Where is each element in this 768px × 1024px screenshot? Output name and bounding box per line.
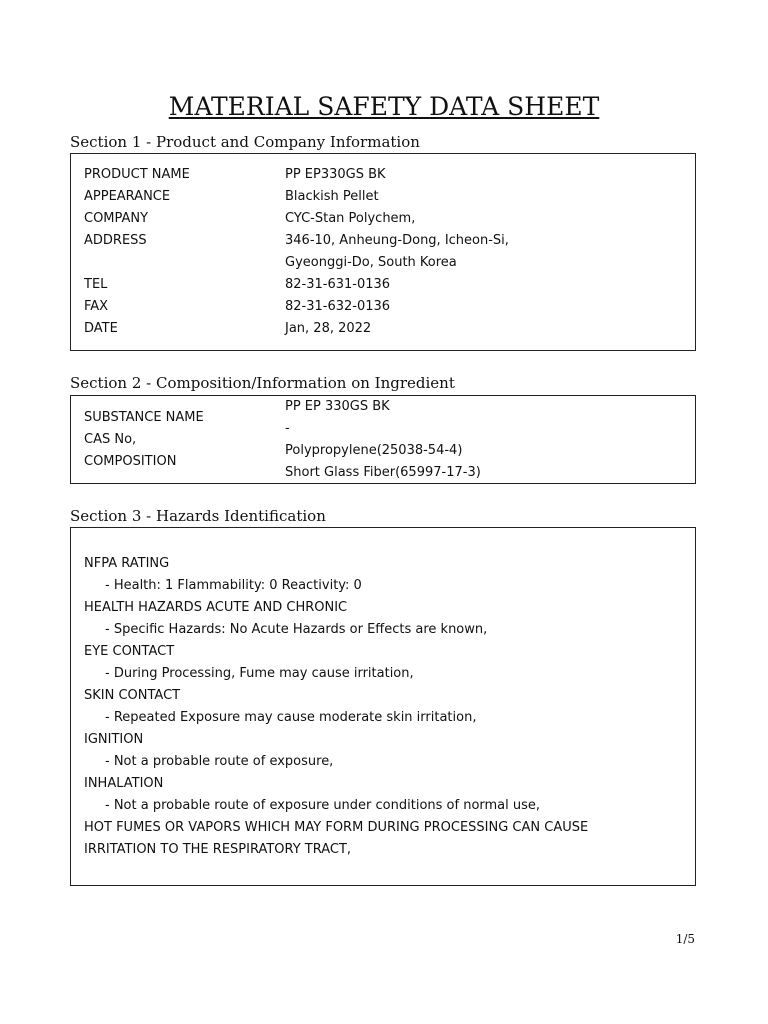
value-cas-no: - (285, 421, 290, 436)
value-address-line-1: 346-10, Anheung-Dong, Icheon-Si, (285, 233, 509, 248)
value-composition-2: Short Glass Fiber(65997-17-3) (285, 465, 481, 480)
label-substance-name: SUBSTANCE NAME (84, 410, 204, 425)
hazard-inhalation-heading: INHALATION (84, 776, 164, 791)
value-address-line-2: Gyeonggi-Do, South Korea (285, 255, 457, 270)
label-composition: COMPOSITION (84, 454, 177, 469)
hazard-health-detail: - Specific Hazards: No Acute Hazards or Effects are known, (105, 622, 488, 637)
section-2-heading: Section 2 - Composition/Information on Ingredient (70, 374, 455, 392)
value-fax: 82-31-632-0136 (285, 299, 391, 314)
label-address: ADDRESS (84, 233, 147, 248)
hazard-fumes-line-2: IRRITATION TO THE RESPIRATORY TRACT, (84, 842, 352, 857)
section-1-box (70, 153, 696, 351)
label-date: DATE (84, 321, 118, 336)
value-company: CYC-Stan Polychem, (285, 211, 416, 226)
label-fax: FAX (84, 299, 109, 314)
hazard-nfpa-detail: - Health: 1 Flammability: 0 Reactivity: 0 (105, 578, 362, 593)
page-number: 1/5 (675, 932, 695, 946)
hazard-health-heading: HEALTH HAZARDS ACUTE AND CHRONIC (84, 600, 348, 615)
value-tel: 82-31-631-0136 (285, 277, 391, 292)
hazard-skin-heading: SKIN CONTACT (84, 688, 181, 703)
section-2-box (70, 395, 696, 484)
section-3-heading: Section 3 - Hazards Identification (70, 507, 326, 525)
label-appearance: APPEARANCE (84, 189, 171, 204)
hazard-ignition-detail: - Not a probable route of exposure, (105, 754, 334, 769)
section-1-heading: Section 1 - Product and Company Information (70, 133, 420, 151)
hazard-fumes-line-1: HOT FUMES OR VAPORS WHICH MAY FORM DURING PROCESSING CAN CAUSE (84, 820, 589, 835)
value-appearance: Blackish Pellet (285, 189, 379, 204)
hazard-eye-detail: - During Processing, Fume may cause irritation, (105, 666, 414, 681)
label-tel: TEL (84, 277, 108, 292)
hazard-eye-heading: EYE CONTACT (84, 644, 175, 659)
hazard-skin-detail: - Repeated Exposure may cause moderate skin irritation, (105, 710, 477, 725)
value-product-name: PP EP330GS BK (285, 167, 386, 182)
section-3-box (70, 527, 696, 886)
value-date: Jan, 28, 2022 (285, 321, 372, 336)
value-substance-name: PP EP 330GS BK (285, 399, 390, 414)
hazard-ignition-heading: IGNITION (84, 732, 144, 747)
label-cas-no: CAS No, (84, 432, 137, 447)
value-composition-1: Polypropylene(25038-54-4) (285, 443, 463, 458)
label-product-name: PRODUCT NAME (84, 167, 190, 182)
hazard-nfpa-heading: NFPA RATING (84, 556, 170, 571)
label-company: COMPANY (84, 211, 149, 226)
hazard-inhalation-detail: - Not a probable route of exposure under conditions of normal use, (105, 798, 541, 813)
document-title: MATERIAL SAFETY DATA SHEET (168, 92, 600, 121)
